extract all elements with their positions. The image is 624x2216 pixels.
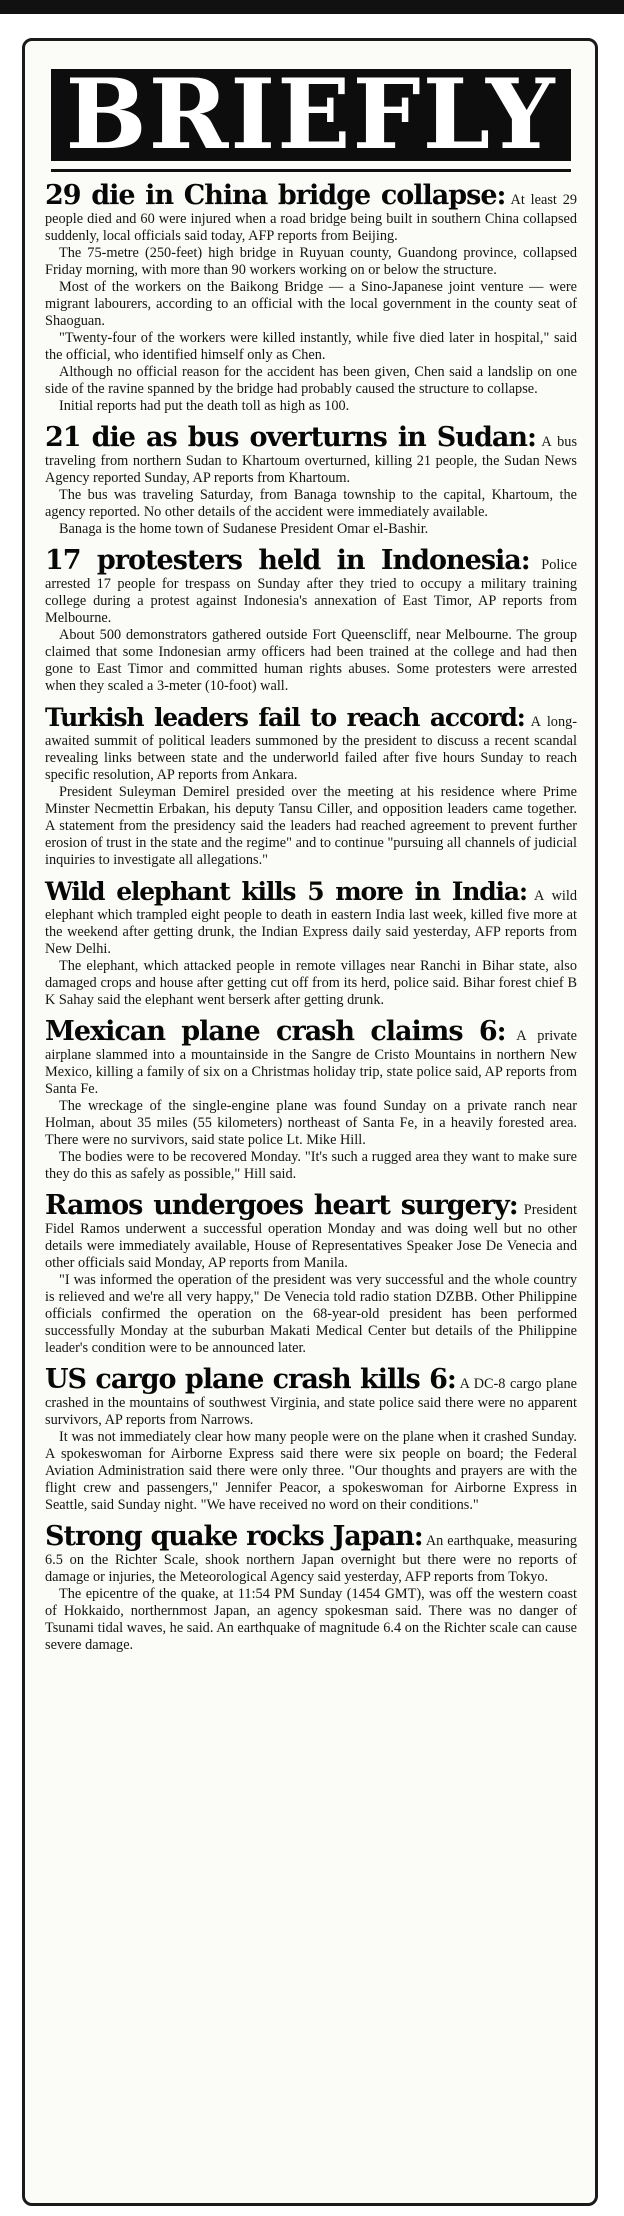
story-headline: Wild elephant kills 5 more in India: [45, 877, 527, 906]
story-headline: US cargo plane crash kills 6: [45, 1364, 456, 1395]
story-india-elephant [45, 877, 577, 1009]
story-ramos-surgery [45, 1191, 577, 1357]
story-paragraph: Initial reports had put the death toll as high as 100. [59, 398, 350, 414]
story-lead-text: A wild elephant which trampled eight people to death in eastern India last week, killed five more at the weekend after getting drunk, the Indian Express daily said yesterday, AFP reports from New Delhi. [45, 888, 577, 957]
story-japan-quake [45, 1522, 577, 1654]
story-lead-text: Police arrested 17 people for trespass on Sunday after they tried to occupy a military training college during a protest against Indonesia's annexation of East Timor, AP reports from Melbourne. [45, 557, 577, 626]
story-headline: Ramos undergoes heart surgery: [45, 1190, 518, 1221]
story-headline: 21 die as bus overturns in Sudan: [45, 422, 536, 453]
story-paragraph: Banaga is the home town of Sudanese President Omar el-Bashir. [59, 521, 429, 537]
story-china-bridge [45, 181, 577, 415]
story-lead-paragraph [45, 181, 577, 245]
story-paragraph: The bus was traveling Saturday, from Banaga township to the capital, Khartoum, the agency reported. No other details of the accident were immediately available. [45, 487, 577, 520]
story-lead-paragraph [45, 423, 577, 487]
section-masthead: BRIEFLY [51, 69, 571, 161]
story-lead-paragraph [45, 1522, 577, 1586]
story-lead-paragraph [45, 877, 577, 958]
story-indonesia-protesters [45, 546, 577, 695]
stories-list [45, 181, 577, 1662]
story-paragraph: The epicentre of the quake, at 11:54 PM Sunday (1454 GMT), was off the western coast of Hokkaido, northernmost Japan, an agency spokesman said. There was no danger of Tsunami tidal waves, he said. An earthquake of magnitude 6.4 on the Richter scale can cause severe damage. [45, 1586, 577, 1653]
story-lead-paragraph [45, 703, 577, 784]
story-lead-text: President Fidel Ramos underwent a successful operation Monday and was doing well but no other details were immediately available, House of Representatives Speaker Jose De Venecia and other officials said Monday, AP reports from Manila. [45, 1202, 577, 1271]
story-paragraph: About 500 demonstrators gathered outside Fort Queenscliff, near Melbourne. The group claimed that some Indonesian army officers had been trained at the college and had then gone to East Timor and committed human rights abuses. Some protesters were arrested when they scaled a 3-meter (10-foot) wall. [45, 627, 577, 694]
story-paragraph: Although no official reason for the accident has been given, Chen said a landslip on one side of the ravine spanned by the bridge had probably caused the structure to collapse. [45, 364, 577, 397]
story-lead-text: A DC-8 cargo plane crashed in the mountains of southwest Virginia, and state police said there were no apparent survivors, AP reports from Narrows. [45, 1376, 578, 1428]
story-turkish-leaders [45, 703, 577, 869]
story-lead-paragraph [45, 1365, 577, 1429]
story-paragraph: It was not immediately clear how many people were on the plane when it crashed Sunday. A spokeswoman for Airborne Express said there were six people on board; the Federal Aviation Administration said there were only three. "Our thoughts and prayers are with the flight crew and passengers," Jennifer Peacor, a spokeswoman for Airborne Express in Seattle, said Sunday night. "We have received no word on their conditions." [45, 1429, 577, 1513]
story-headline: Turkish leaders fail to reach accord: [45, 703, 525, 732]
story-lead-paragraph [45, 1191, 577, 1272]
story-lead-paragraph [45, 546, 577, 627]
story-paragraph: Most of the workers on the Baikong Bridge — a Sino-Japanese joint venture — were migrant labourers, according to an official with the local government in the county seat of Shaoguan. [45, 279, 577, 329]
story-lead-text: A long-awaited summit of political leaders summoned by the president to discuss a recent scandal revealing links between state and the underworld failed after five hours Sunday to reach specific resolution, AP reports from Ankara. [45, 714, 578, 783]
page-top-rule [0, 0, 624, 14]
story-paragraph: President Suleyman Demirel presided over the meeting at his residence where Prime Minster Necmettin Erbakan, his deputy Tansu Ciller, and opposition leaders came together. A statement from the presidency said the leaders had reached agreement to prevent further erosion of trust in the state and the regime" and to continue "pursuing all channels of judicial inquiries to investigate all allegations." [45, 784, 577, 868]
story-sudan-bus [45, 423, 577, 538]
story-lead-text: A bus traveling from northern Sudan to Khartoum overturned, killing 21 people, the Sudan News Agency reported Sunday, AP reports from Khartoum. [45, 434, 578, 486]
story-headline: 29 die in China bridge collapse: [45, 180, 506, 211]
story-headline: Mexican plane crash claims 6: [45, 1016, 506, 1047]
briefly-column [22, 38, 598, 2206]
story-headline: 17 protesters held in Indonesia: [45, 545, 530, 576]
story-lead-paragraph [45, 1017, 577, 1098]
story-headline: Strong quake rocks Japan: [45, 1521, 423, 1552]
masthead-rule [51, 169, 571, 172]
story-lead-text: A private airplane slammed into a mountainside in the Sangre de Cristo Mountains in northern New Mexico, killing a family of six on a Christmas holiday trip, state police said, AP reports from Santa Fe. [45, 1028, 577, 1097]
story-paragraph: "Twenty-four of the workers were killed instantly, while five died later in hospital," said the official, who identified himself only as Chen. [45, 330, 577, 363]
story-paragraph: The 75-metre (250-feet) high bridge in Ruyuan county, Guandong province, collapsed Friday morning, with more than 90 workers working on or below the structure. [45, 245, 577, 278]
story-paragraph: The wreckage of the single-engine plane was found Sunday on a private ranch near Holman, about 35 miles (55 kilometers) northeast of Santa Fe, in a heavily forested area. There were no survivors, said state police Lt. Mike Hill. [45, 1098, 577, 1148]
story-paragraph: The bodies were to be recovered Monday. "It's such a rugged area they want to make sure they do this as safely as possible," Hill said. [45, 1149, 577, 1182]
story-mexican-plane [45, 1017, 577, 1183]
story-paragraph: The elephant, which attacked people in remote villages near Ranchi in Bihar state, also damaged crops and house after getting cut off from its herd, police said. Bihar forest chief B K Sahay said the elephant went berserk after getting drunk. [45, 958, 577, 1008]
story-paragraph: "I was informed the operation of the president was very successful and the whole country is relieved and we're all very happy," De Venecia told radio station DZBB. Other Philippine officials confirmed the operation on the 68-year-old president has been performed successfully Monday at the suburban Makati Medical Center but details of the Philippine leader's condition were to be announced later. [45, 1272, 577, 1356]
story-lead-text: An earthquake, measuring 6.5 on the Richter Scale, shook northern Japan overnight but there were no reports of damage or injuries, the Meteorological Agency said yesterday, AFP reports from Tokyo. [45, 1533, 577, 1585]
story-us-cargo-plane [45, 1365, 577, 1514]
story-lead-text: At least 29 people died and 60 were injured when a road bridge being built in southern China collapsed suddenly, local officials said today, AFP reports from Beijing. [45, 192, 577, 244]
